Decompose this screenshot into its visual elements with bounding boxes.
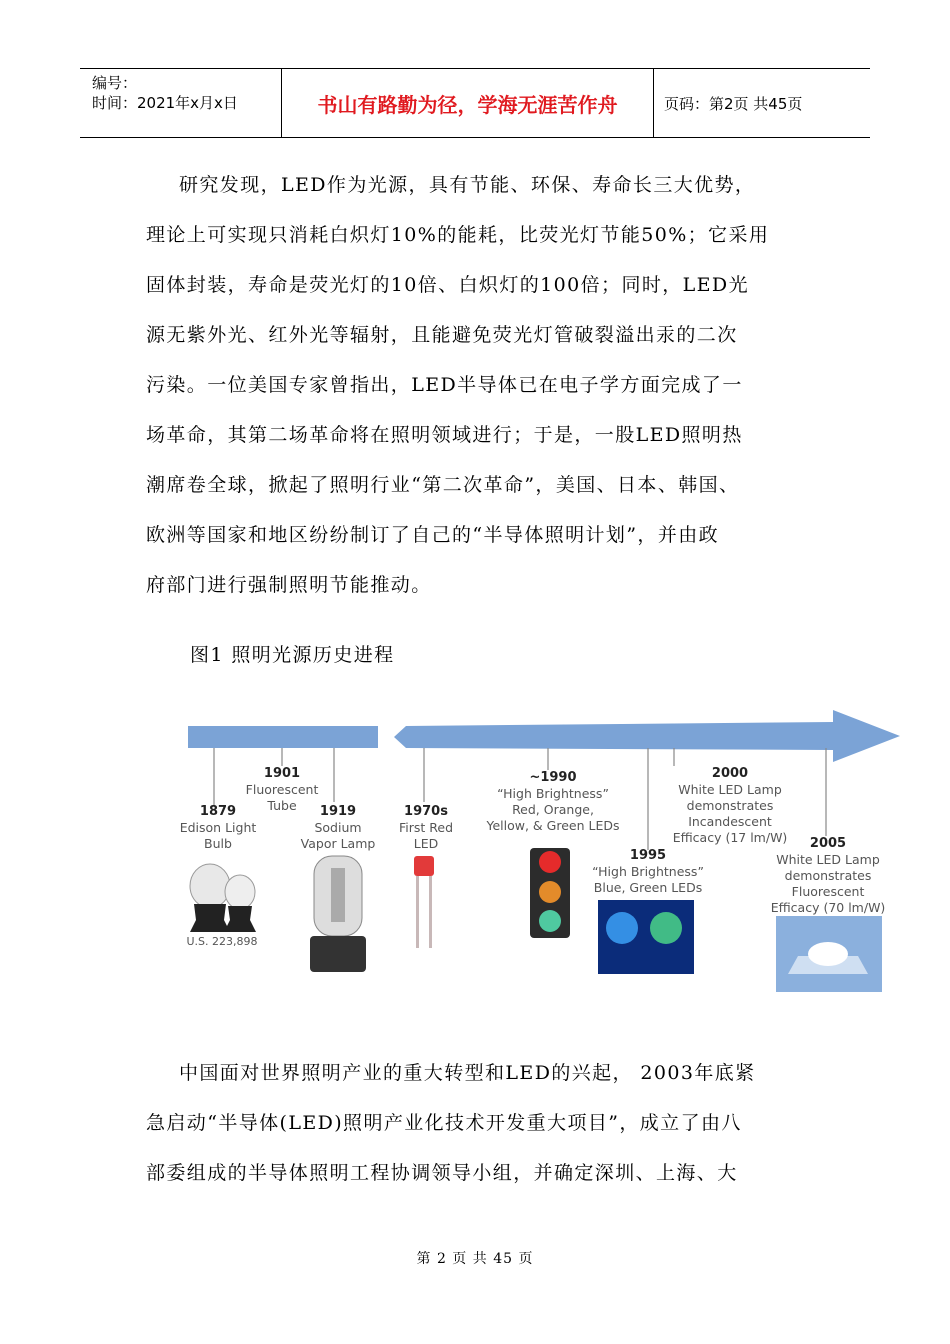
white-led-lamp-image <box>776 916 882 992</box>
traffic-light-image <box>530 848 570 938</box>
milestone-1879: 1879 Edison Light Bulb <box>179 804 257 851</box>
timeline-arrow <box>394 710 900 762</box>
paragraph-line: 潮席卷全球，掀起了照明行业“第二次革命”，美国、日本、韩国、 <box>146 474 740 496</box>
paragraph-line: 中国面对世界照明产业的重大转型和LED的兴起， 2003年底紧 <box>179 1062 756 1084</box>
paragraph-line: 部委组成的半导体照明工程协调领导小组，并确定深圳、上海、大 <box>146 1162 738 1184</box>
milestone-2005: 2005 White LED Lamp demonstrates Fluorescent Efficacy (70 lm/W) <box>770 836 886 915</box>
sodium-lamp-image <box>310 856 366 972</box>
paragraph-line: 源无紫外光、红外光等辐射，且能避免荧光灯管破裂溢出汞的二次 <box>146 324 738 346</box>
paragraph-2 <box>146 1048 814 1198</box>
milestone-1919: 1919 Sodium Vapor Lamp <box>300 804 376 851</box>
header-motto: 书山有路勤为径，学海无涯苦作舟 <box>282 69 654 137</box>
time-label: 时间：2021年x月x日 <box>92 94 238 112</box>
paragraph-line: 污染。一位美国专家曾指出，LED半导体已在电子学方面完成了一 <box>146 374 743 396</box>
milestone-1990: ~1990 “High Brightness” Red, Orange, Yellow, & Green LEDs <box>486 770 620 833</box>
timeline-bar-left <box>188 726 378 748</box>
milestone-1995: 1995 “High Brightness” Blue, Green LEDs <box>592 848 704 895</box>
header-page-info: 页码：第2页 共45页 <box>664 94 803 113</box>
header-meta <box>80 69 282 137</box>
paragraph-line: 急启动“半导体(LED)照明产业化技术开发重大项目”，成立了由八 <box>146 1112 742 1134</box>
edison-bulb-image <box>190 864 256 932</box>
lighting-timeline-figure <box>178 706 900 996</box>
red-led-image <box>414 856 434 948</box>
paragraph-1 <box>146 160 814 610</box>
paragraph-line: 欧洲等国家和地区纷纷制订了自己的“半导体照明计划”，并由政 <box>146 524 720 546</box>
patent-number: U.S. 223,898 <box>186 935 258 948</box>
paragraph-line: 府部门进行强制照明节能推动。 <box>146 574 432 596</box>
header-table <box>80 68 870 138</box>
paragraph-line: 固体封装，寿命是荧光灯的10倍、白炽灯的100倍；同时，LED光 <box>146 274 749 296</box>
milestone-2000: 2000 White LED Lamp demonstrates Incandescent Efficacy (17 lm/W) <box>672 766 788 845</box>
blue-green-led-image <box>598 900 694 974</box>
number-label: 编号： <box>92 74 138 92</box>
figure-caption: 图1 照明光源历史进程 <box>190 644 395 666</box>
page-footer: 第 2 页 共 45 页 <box>416 1251 534 1267</box>
paragraph-line: 理论上可实现只消耗白炽灯10%的能耗，比荧光灯节能50%；它采用 <box>146 224 770 246</box>
paragraph-line: 场革命，其第二场革命将在照明领域进行；于是，一股LED照明热 <box>146 424 743 446</box>
paragraph-line: 研究发现，LED作为光源，具有节能、环保、寿命长三大优势， <box>179 174 756 196</box>
milestone-1970s: 1970s First Red LED <box>398 804 454 851</box>
milestone-1901: 1901 Fluorescent Tube <box>245 766 319 813</box>
